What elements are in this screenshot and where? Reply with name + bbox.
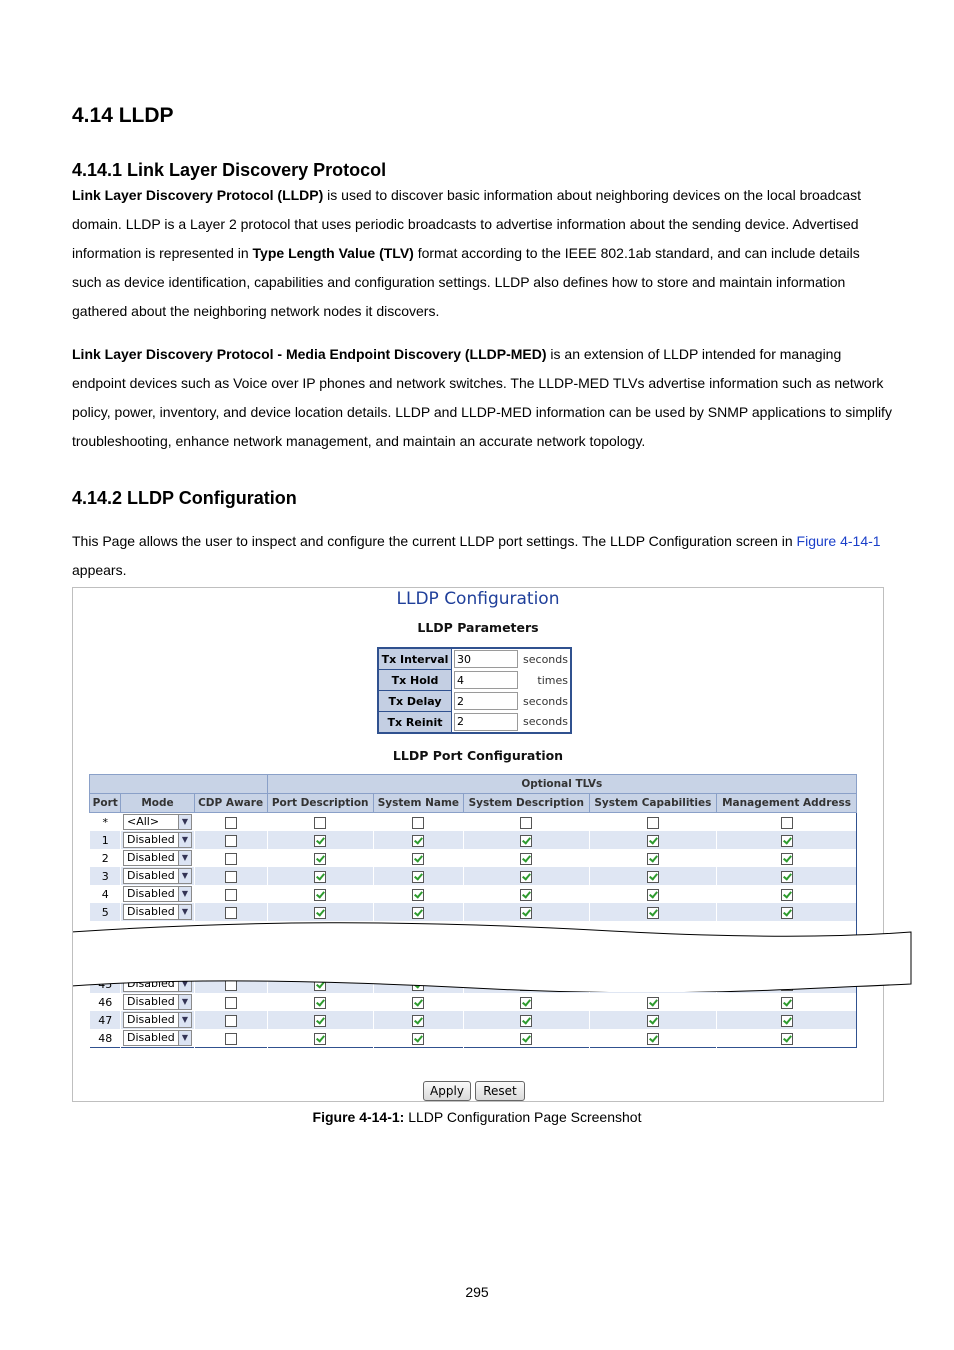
port-row	[90, 813, 857, 832]
section-title-config: 4.14.2 LLDP Configuration	[72, 488, 297, 508]
bold-term: Link Layer Discovery Protocol (LLDP)	[72, 187, 324, 203]
tlv-checkbox[interactable]	[412, 1033, 424, 1045]
chevron-down-icon: ▼	[178, 833, 191, 847]
tlv-checkbox[interactable]	[314, 817, 326, 829]
checkbox-cell	[589, 813, 717, 832]
param-input[interactable]	[454, 650, 518, 668]
column-header: System Description	[463, 794, 589, 813]
tlv-checkbox[interactable]	[412, 997, 424, 1009]
mode-cell	[121, 1029, 194, 1048]
tlv-checkbox[interactable]	[412, 1015, 424, 1027]
mode-value: Disabled	[126, 905, 175, 918]
chevron-down-icon: ▼	[178, 851, 191, 865]
mode-cell	[121, 867, 194, 885]
tlv-checkbox[interactable]	[314, 889, 326, 901]
checkbox-cell	[194, 849, 267, 867]
figure-link[interactable]: Figure 4-14-1	[796, 533, 881, 549]
tlv-checkbox[interactable]	[520, 871, 532, 883]
tlv-checkbox[interactable]	[647, 1015, 659, 1027]
checkbox-cell	[194, 1011, 267, 1029]
tlv-checkbox[interactable]	[520, 997, 532, 1009]
lldp-config-title: LLDP Configuration	[396, 589, 560, 609]
param-unit: seconds	[523, 694, 568, 708]
header-spacer	[90, 775, 268, 794]
port-row	[90, 831, 857, 849]
lldp-port-config-title: LLDP Port Configuration	[392, 748, 564, 763]
checkbox-cell	[267, 1011, 373, 1029]
param-value-cell	[452, 670, 521, 691]
checkbox-cell	[589, 849, 717, 867]
reset-button[interactable]: Reset	[475, 1081, 525, 1101]
mode-value: Disabled	[126, 887, 175, 900]
mode-cell	[121, 849, 194, 867]
tlv-checkbox[interactable]	[647, 835, 659, 847]
tlv-checkbox[interactable]	[314, 1033, 326, 1045]
mode-cell	[121, 993, 194, 1011]
figure-caption	[0, 1109, 954, 1125]
chevron-down-icon: ▼	[178, 905, 191, 919]
mode-cell	[121, 1011, 194, 1029]
tlv-checkbox[interactable]	[781, 1015, 793, 1027]
chapter-heading: 4.14 LLDP	[72, 104, 174, 127]
param-row	[378, 712, 571, 734]
param-unit: seconds	[523, 715, 568, 729]
tlv-checkbox[interactable]	[647, 817, 659, 829]
tlv-checkbox[interactable]	[225, 835, 237, 847]
mode-select[interactable]	[123, 1030, 192, 1046]
tlv-checkbox[interactable]	[412, 907, 424, 919]
param-unit: times	[537, 673, 568, 687]
checkbox-cell	[589, 885, 717, 903]
tlv-checkbox[interactable]	[781, 889, 793, 901]
port-row	[90, 1029, 857, 1048]
tlv-checkbox[interactable]	[520, 889, 532, 901]
tlv-checkbox[interactable]	[781, 835, 793, 847]
mode-value: Disabled	[126, 1031, 175, 1044]
tlv-checkbox[interactable]	[412, 817, 424, 829]
table-break-shape	[73, 918, 915, 992]
port-row	[90, 867, 857, 885]
checkbox-cell	[373, 993, 463, 1011]
tlv-checkbox[interactable]	[781, 871, 793, 883]
mode-select[interactable]	[123, 886, 192, 902]
param-row	[378, 648, 571, 670]
tlv-checkbox[interactable]	[520, 907, 532, 919]
port-number: 47	[90, 1011, 121, 1029]
mode-value: Disabled	[126, 1013, 175, 1026]
tlv-checkbox[interactable]	[225, 853, 237, 865]
checkbox-cell	[373, 831, 463, 849]
tlv-checkbox[interactable]	[520, 835, 532, 847]
checkbox-cell	[463, 885, 589, 903]
section-title-lldp: 4.14.1 Link Layer Discovery Protocol	[72, 160, 387, 180]
port-number: 4	[90, 885, 121, 903]
tlv-checkbox[interactable]	[647, 871, 659, 883]
text-run: This Page allows the user to inspect and configure the current LLDP port settings. The LLDP Configuration screen in	[72, 533, 797, 549]
column-header: Management Address	[717, 794, 857, 813]
checkbox-cell	[717, 885, 857, 903]
checkbox-cell	[589, 831, 717, 849]
checkbox-cell	[194, 885, 267, 903]
chevron-down-icon: ▼	[178, 869, 191, 883]
column-header: CDP Aware	[194, 794, 267, 813]
tlv-checkbox[interactable]	[412, 835, 424, 847]
port-number: 5	[90, 903, 121, 921]
checkbox-cell	[194, 1029, 267, 1048]
param-value-cell	[452, 648, 521, 670]
checkbox-cell	[463, 1011, 589, 1029]
param-label: Tx Interval	[378, 648, 452, 670]
screenshot-frame	[72, 587, 884, 1102]
column-header: System Capabilities	[589, 794, 717, 813]
text-run: is used to discover basic information about neighboring devices on the local broadcast domain. LLDP is a Layer 2 protocol that uses periodic broadcasts to advertise information about the sending device. Advertised information is represented in	[72, 187, 862, 261]
mode-value: Disabled	[126, 833, 175, 846]
lldp-port-table	[89, 774, 857, 1048]
column-header: Mode	[121, 794, 194, 813]
port-row	[90, 1011, 857, 1029]
checkbox-cell	[373, 813, 463, 832]
checkbox-cell	[717, 849, 857, 867]
tlv-checkbox[interactable]	[647, 907, 659, 919]
tlv-checkbox[interactable]	[520, 1015, 532, 1027]
checkbox-cell	[373, 1011, 463, 1029]
checkbox-cell	[463, 813, 589, 832]
mode-value: <All>	[126, 815, 160, 828]
tlv-checkbox[interactable]	[225, 1015, 237, 1027]
checkbox-cell	[589, 867, 717, 885]
port-number: 1	[90, 831, 121, 849]
chevron-down-icon: ▼	[178, 995, 191, 1009]
tlv-checkbox[interactable]	[781, 817, 793, 829]
port-number: 48	[90, 1029, 121, 1048]
paragraph-config	[72, 527, 892, 585]
checkbox-cell	[194, 831, 267, 849]
paragraph-lldp-med	[72, 340, 892, 456]
paragraph-lldp-intro	[72, 181, 892, 326]
port-number: 46	[90, 993, 121, 1011]
tlv-checkbox[interactable]	[781, 853, 793, 865]
mode-select[interactable]	[123, 832, 192, 848]
bold-term: Type Length Value (TLV)	[252, 245, 414, 261]
checkbox-cell	[267, 1029, 373, 1048]
checkbox-cell	[194, 813, 267, 832]
checkbox-cell	[589, 1029, 717, 1048]
param-row	[378, 691, 571, 712]
checkbox-cell	[267, 867, 373, 885]
param-input[interactable]	[454, 713, 518, 731]
port-row	[90, 849, 857, 867]
bold-term: Link Layer Discovery Protocol - Media Endpoint Discovery (LLDP-MED)	[72, 346, 547, 362]
tlv-checkbox[interactable]	[520, 853, 532, 865]
mode-cell	[121, 831, 194, 849]
checkbox-cell	[373, 849, 463, 867]
port-number: *	[90, 813, 121, 832]
tlv-checkbox[interactable]	[520, 1033, 532, 1045]
mode-cell	[121, 885, 194, 903]
checkbox-cell	[463, 831, 589, 849]
checkbox-cell	[463, 1029, 589, 1048]
text-run: appears.	[72, 562, 127, 578]
tlv-checkbox[interactable]	[647, 997, 659, 1009]
checkbox-cell	[463, 993, 589, 1011]
tlv-checkbox[interactable]	[647, 1033, 659, 1045]
chevron-down-icon: ▼	[178, 887, 191, 901]
tlv-checkbox[interactable]	[781, 907, 793, 919]
tlv-checkbox[interactable]	[412, 871, 424, 883]
caption-text: LLDP Configuration Page Screenshot	[404, 1109, 642, 1125]
port-number: 3	[90, 867, 121, 885]
lldp-parameters-table	[377, 647, 572, 734]
checkbox-cell	[717, 831, 857, 849]
checkbox-cell	[717, 1029, 857, 1048]
mode-value: Disabled	[126, 977, 175, 990]
tlv-checkbox[interactable]	[225, 817, 237, 829]
checkbox-cell	[194, 993, 267, 1011]
checkbox-cell	[373, 867, 463, 885]
mode-value: Disabled	[126, 995, 175, 1008]
tlv-checkbox[interactable]	[647, 889, 659, 901]
mode-value: Disabled	[126, 851, 175, 864]
chevron-down-icon: ▼	[178, 815, 191, 829]
mode-cell	[121, 813, 194, 832]
checkbox-cell	[373, 1029, 463, 1048]
tlv-checkbox[interactable]	[225, 889, 237, 901]
mode-select[interactable]	[123, 814, 192, 830]
param-label: Tx Reinit	[378, 712, 452, 734]
page-number: 295	[465, 1284, 489, 1300]
tlv-checkbox[interactable]	[314, 871, 326, 883]
text-run: is an extension of LLDP intended for managing endpoint devices such as Voice over IP phones and network switches. The LLDP-MED TLVs advertise information such as network policy, power, inventory, and device location details. LLDP and LLDP-MED information can be used by SNMP applications to simplify troubleshooting, enhance network management, and maintain an accurate network topology.	[72, 346, 892, 449]
param-label: Tx Delay	[378, 691, 452, 712]
checkbox-cell	[717, 1011, 857, 1029]
checkbox-cell	[589, 1011, 717, 1029]
chevron-down-icon: ▼	[178, 1013, 191, 1027]
tlv-checkbox[interactable]	[314, 1015, 326, 1027]
checkbox-cell	[267, 885, 373, 903]
checkbox-cell	[194, 867, 267, 885]
tlv-checkbox[interactable]	[314, 835, 326, 847]
tlv-checkbox[interactable]	[314, 853, 326, 865]
tlv-checkbox[interactable]	[314, 907, 326, 919]
checkbox-cell	[463, 867, 589, 885]
tlv-checkbox[interactable]	[412, 853, 424, 865]
checkbox-cell	[267, 831, 373, 849]
param-input[interactable]	[454, 692, 518, 710]
tlv-checkbox[interactable]	[520, 817, 532, 829]
port-row	[90, 993, 857, 1011]
tlv-checkbox[interactable]	[647, 853, 659, 865]
param-label: Tx Hold	[378, 670, 452, 691]
port-number: 2	[90, 849, 121, 867]
tlv-checkbox[interactable]	[781, 1033, 793, 1045]
checkbox-cell	[463, 849, 589, 867]
tlv-checkbox[interactable]	[781, 997, 793, 1009]
chevron-down-icon: ▼	[178, 977, 191, 991]
tlv-checkbox[interactable]	[225, 871, 237, 883]
tlv-checkbox[interactable]	[412, 889, 424, 901]
tlv-checkbox[interactable]	[225, 997, 237, 1009]
mode-value: Disabled	[126, 869, 175, 882]
chevron-down-icon: ▼	[178, 1031, 191, 1045]
param-input[interactable]	[454, 671, 518, 689]
param-row	[378, 670, 571, 691]
param-value-cell	[452, 691, 521, 712]
checkbox-cell	[717, 813, 857, 832]
lldp-parameters-title: LLDP Parameters	[417, 620, 539, 635]
checkbox-cell	[267, 813, 373, 832]
checkbox-cell	[267, 849, 373, 867]
apply-button[interactable]: Apply	[423, 1081, 471, 1101]
checkbox-cell	[589, 993, 717, 1011]
column-header: System Name	[373, 794, 463, 813]
caption-label: Figure 4-14-1:	[312, 1109, 405, 1125]
mode-select[interactable]	[123, 994, 192, 1010]
port-row	[90, 885, 857, 903]
mode-select[interactable]	[123, 868, 192, 884]
tlv-checkbox[interactable]	[225, 1033, 237, 1045]
text-run: format according to the IEEE 802.1ab standard, and can include details such as device identification, capabilities and configuration settings. LLDP also defines how to store and maintain information gathered about the neighboring network nodes it discovers.	[72, 245, 860, 319]
param-value-cell	[452, 712, 521, 734]
mode-select[interactable]	[123, 850, 192, 866]
checkbox-cell	[267, 993, 373, 1011]
column-header: Port	[90, 794, 121, 813]
mode-select[interactable]	[123, 1012, 192, 1028]
checkbox-cell	[717, 993, 857, 1011]
tlv-checkbox[interactable]	[314, 997, 326, 1009]
checkbox-cell	[373, 885, 463, 903]
param-unit: seconds	[523, 652, 568, 666]
optional-tlvs-header: Optional TLVs	[267, 775, 856, 794]
column-header: Port Description	[267, 794, 373, 813]
tlv-checkbox[interactable]	[225, 907, 237, 919]
checkbox-cell	[717, 867, 857, 885]
